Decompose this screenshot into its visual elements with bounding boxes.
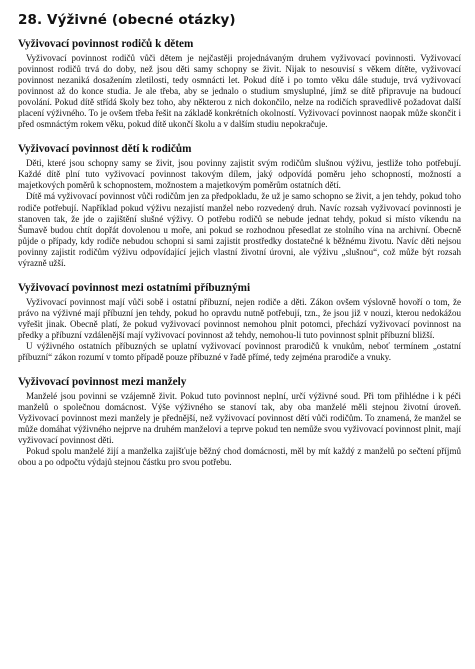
paragraph: Pokud spolu manželé žijí a manželka zajišťuje běžný chod domácnosti, měl by mít každý z manželů po sečtení příjmů obou a po odpočtu výdajů stejnou částku pro svou potřebu. [18, 446, 461, 468]
section-heading: Vyživovací povinnost mezi manžely [18, 376, 187, 389]
paragraph: Manželé jsou povinni se vzájemně živit. Pokud tuto povinnost neplní, určí výživné soud. Při tom přihlédne i k péči manželů o společnou domácnost. Výše výživného se stanoví tak, aby oba manželé měli stejnou životní úroveň. Vyživovací povinnost mezi manžely je přednější, než vyživovací povinnost dětí vůči rodičům. To znamená, že manžel se může domáhat výživného nejprve na druhém manželovi a teprve pokud ten nemůže svou vyživovací povinnost plnit, mají vyživovací povinnost děti. [18, 391, 461, 446]
paragraph: U výživného ostatních příbuzných se uplatní vyživovací povinnost prarodičů k vnukům, neboť termínem „ostatní příbuzní“ zákon rozumí v tomto případě pouze příbuzné v řadě přímé, tedy zejména prarodiče a vnuky. [18, 340, 461, 363]
section-spouses [18, 376, 461, 468]
section-heading: Vyživovací povinnost rodičů k dětem [18, 38, 194, 50]
section-children-to-parents [18, 143, 461, 268]
section-parents-to-children [18, 38, 461, 130]
paragraph: Dítě má vyživovací povinnost vůči rodičům jen za předpokladu, že už je samo schopno se živit, a jen tehdy, pokud toho rodiče potřebují. Například pokud výživu nezajistí manžel nebo rozvedený druh. Navíc rozsah vyživovací povinnosti je stanoven tak, že jde o zajištění slušné výživy. O potřebu rodičů se nebude jednat tehdy, pokud si místo víkendu na Šumavě budou chtít dopřát dovolenou u moře, ani pokud se rozhodnou přesedlat ze stolního vína na archivní. Obecně půjde o případy, kdy rodiče nebudou schopni si sami zajistit prostředky dostatečné k běžnému životu. Navíc děti nejsou povinny zajistit rodičům výživu odpovídající jejich vlastní životní úrovni, ale výživu „slušnou“, což může být rozsah výrazně užší. [18, 191, 461, 268]
section-heading: Vyživovací povinnost dětí k rodičům [18, 143, 192, 156]
paragraph: Děti, které jsou schopny samy se živit, jsou povinny zajistit svým rodičům slušnou výživu, jestliže toho potřebují. Každé dítě plní tuto vyživovací povinnost takovým dílem, jaký odpovídá poměru jeho schopností, možností a majetkových poměrů k schopnostem, možnostem a majetkovým poměrům ostatních dětí. [18, 158, 461, 191]
paragraph: Vyživovací povinnost rodičů vůči dětem je nejčastěji projednávaným druhem vyživovací povinnosti. Vyživovací povinnost rodičů trvá do doby, než jsou děti samy schopny se živit. Nijak to nesouvisí s věkem dítěte, vyživovací povinnost nezaniká dosažením zletilosti, tedy osmnácti let. Pokud dítě i po tomto věku dále studuje, trvá vyživovací povinnost až do konce studia. Je ale třeba, aby se jednalo o studium smysluplné, jímž se dítě připravuje na budoucí povolání. Pokud dítě střídá školy bez toho, aby některou z nich dokončilo, nelze na rodičích spravedlivě požadovat další placení výživného. To je ovšem třeba řešit na základě konkrétních okolností. Vyživovací povinnost naopak může skončit i před osmnáctým rokem věku, pokud dítě ukončí školu a v dalším studiu nepokračuje. [18, 53, 461, 130]
section-heading: Vyživovací povinnost mezi ostatními příbuznými [18, 281, 251, 294]
paragraph: Vyživovací povinnost mají vůči sobě i ostatní příbuzní, nejen rodiče a děti. Zákon ovšem výslovně hovoří o tom, že právo na výživné mají příbuzní jen tehdy, pokud ho opravdu nutně potřebují, tzn., že jsou již v nouzi, kterou nedokážou vyřešit jinak. Obecně platí, že pokud vyživovací povinnost nemohou plnit potomci, přechází vyživovací povinnost na předky a příbuzní vzdálenější mají vyživovací povinnost až tehdy, nemohou-li tuto povinnost splnit příbuzní bližší. [18, 296, 461, 340]
section-other-relatives [18, 282, 461, 363]
page-title: 28. Výživné (obecné otázky) [18, 12, 236, 28]
